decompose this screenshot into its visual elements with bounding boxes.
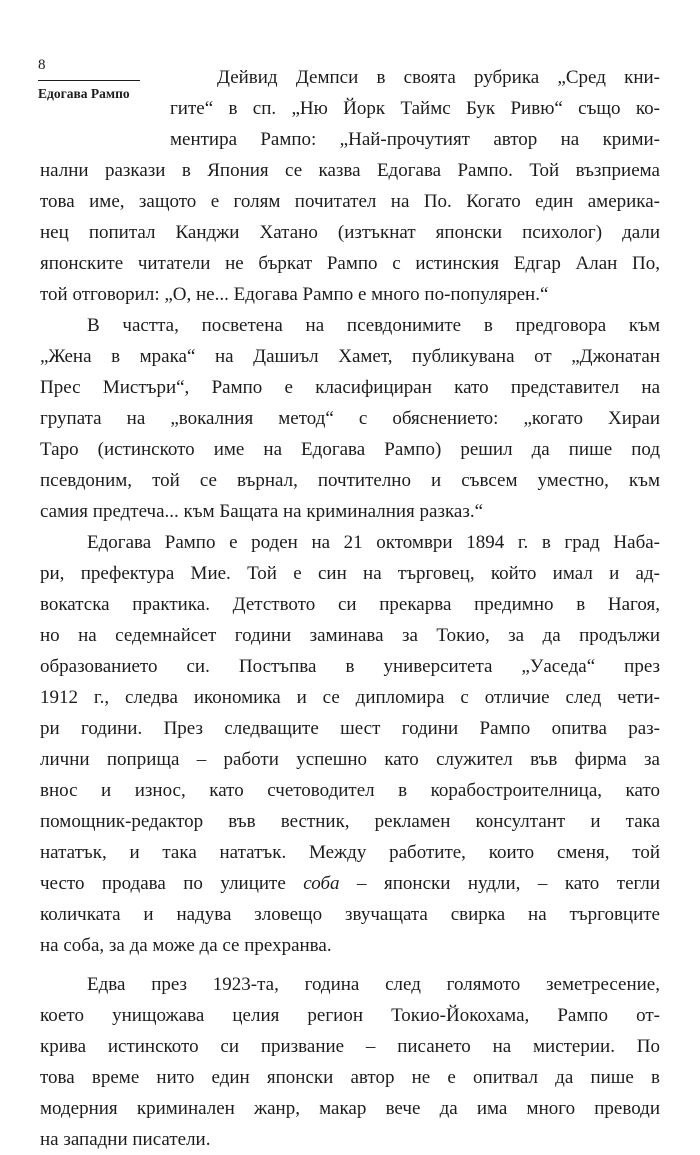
paragraph-2	[40, 310, 660, 527]
text-run: често продава по улиците	[40, 873, 304, 894]
text-line: ри, префектура Мие. Той е син на търговец, който имал и ад-	[40, 563, 660, 584]
text-line: японските читатели не бъркат Рампо с истинския Едгар Алан По,	[40, 253, 660, 274]
running-head	[38, 56, 140, 102]
page-number: 8	[38, 57, 46, 73]
text-line: това име, защото е голям почитател на По. Когато един америка-	[40, 191, 660, 212]
text-line-with-italic	[40, 868, 660, 899]
text-run: – японски нудли, – като тегли	[339, 873, 660, 894]
text-line: псевдоним, той се върнал, почтително и съвсем уместно, към	[40, 470, 660, 491]
text-line: това време нито един японски автор не е опитвал да пише в	[40, 1067, 660, 1088]
running-title: Едогава Рампо	[38, 86, 130, 101]
text-line: ментира Рампо: „Най-прочутият автор на крими-	[170, 129, 660, 150]
text-line: Едогава Рампо е роден на 21 октомври 1894 г. в град Наба-	[87, 532, 660, 553]
paragraph-spacer	[170, 961, 660, 969]
text-line: вокатска практика. Детството си прекарва предимно в Нагоя,	[40, 594, 660, 615]
text-line: нални разкази в Япония се казва Едогава Рампо. Той възприема	[40, 160, 660, 181]
text-line: гите“ в сп. „Ню Йорк Таймс Бук Ривю“ също ко-	[170, 98, 660, 119]
text-line: самия предтеча... към Бащата на криминалния разказ.“	[40, 501, 484, 522]
paragraph-1	[40, 62, 660, 310]
text-line: образованието си. Постъпва в университета „Уаседа“ през	[40, 656, 660, 677]
text-line: Едва през 1923-та, година след голямото земетресение,	[87, 974, 660, 995]
text-line: нататък, и така нататък. Между работите, които сменя, той	[40, 842, 660, 863]
text-line: лични поприща – работи успешно като служител във фирма за	[40, 749, 660, 770]
text-line: В частта, посветена на псевдонимите в предговора към	[87, 315, 660, 336]
italic-word: соба	[303, 873, 340, 894]
body-text	[40, 62, 660, 1155]
text-line: на соба, за да може да се прехранва.	[40, 935, 332, 956]
text-line: „Жена в мрака“ на Дашиъл Хамет, публикувана от „Джонатан	[40, 346, 660, 367]
text-line: което унищожава целия регион Токио-Йокохама, Рампо от-	[40, 1005, 660, 1026]
paragraph-4	[40, 969, 660, 1155]
text-line: количката и надува зловещо звучащата свирка на търговците	[40, 904, 660, 925]
text-line: групата на „вокалния метод“ с обяснението: „когато Хираи	[40, 408, 660, 429]
text-line: но на седемнайсет години заминава за Токио, за да продължи	[40, 625, 660, 646]
text-line: нец попитал Канджи Хатано (изтъкнат японски психолог) дали	[40, 222, 660, 243]
text-line: Таро (истинското име на Едогава Рампо) решил да пише под	[40, 439, 660, 460]
text-line: модерния криминален жанр, макар вече да има много преводи	[40, 1098, 660, 1119]
text-line: той отговорил: „О, не... Едогава Рампо е много по-популярен.“	[40, 284, 549, 305]
text-line: крива истинското си призвание – писането на мистерии. По	[40, 1036, 660, 1057]
text-line: Прес Мистъри“, Рампо е класифициран като представител на	[40, 377, 660, 398]
text-line: ри години. През следващите шест години Рампо опитва раз-	[40, 718, 660, 739]
text-line: на западни писатели.	[40, 1129, 211, 1150]
paragraph-3	[40, 527, 660, 961]
text-line: помощник-редактор във вестник, рекламен консултант и така	[40, 811, 660, 832]
header-rule	[38, 80, 140, 81]
text-line: внос и износ, като счетоводител в корабостроителница, като	[40, 780, 660, 801]
text-line: 1912 г., следва икономика и се дипломира с отличие след чети-	[40, 687, 660, 708]
text-line: Дейвид Демпси в своята рубрика „Сред кни-	[217, 67, 660, 88]
